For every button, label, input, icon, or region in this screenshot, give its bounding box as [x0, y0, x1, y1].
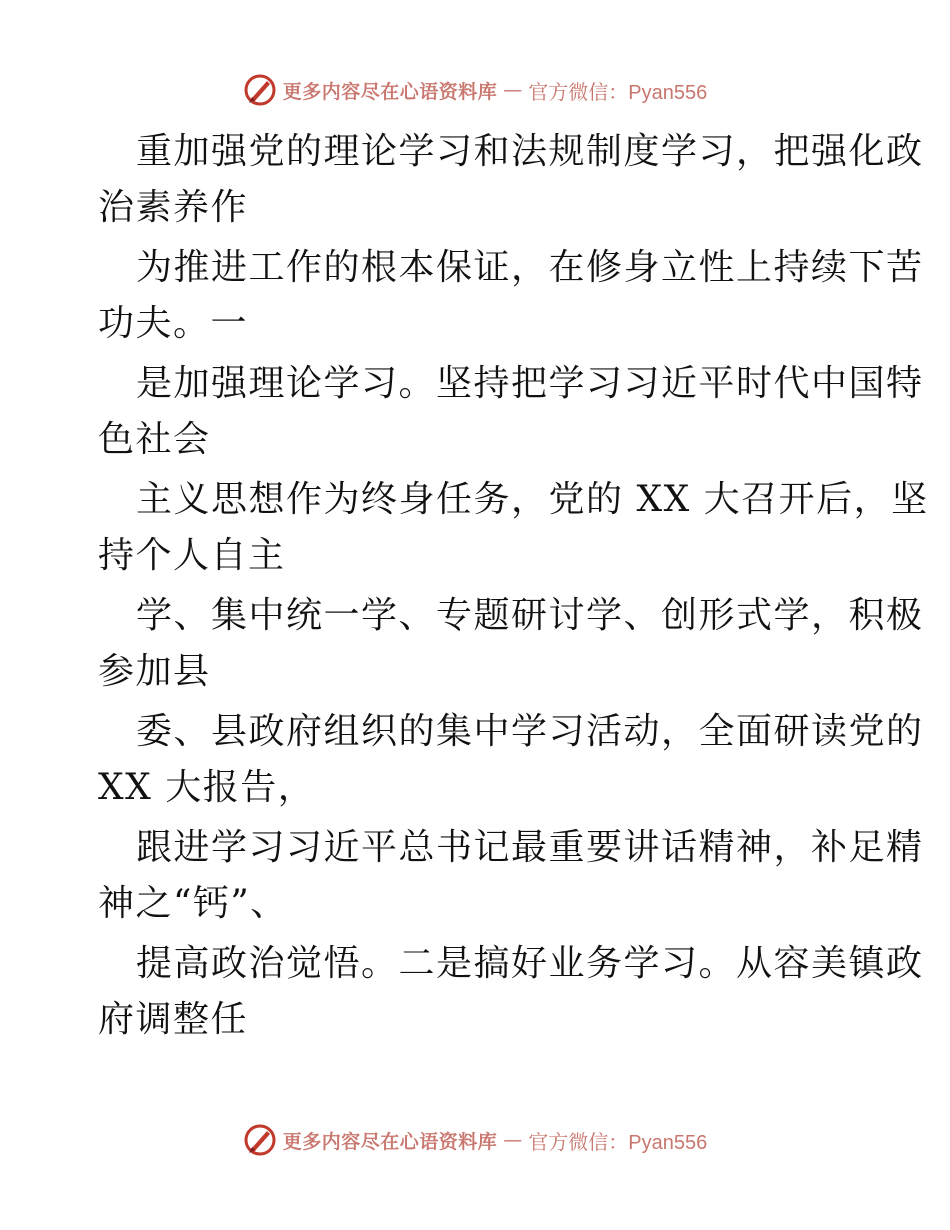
body-line: 跟进学习习近平总书记最重要讲话精神，补足精 — [136, 827, 924, 868]
body-line: 参加县 — [98, 651, 211, 692]
body-line: XX 大报告， — [98, 767, 316, 808]
body-line: 治素养作 — [98, 187, 249, 228]
body-line: 提高政治觉悟。二是搞好业务学习。从容美镇政 — [136, 943, 924, 984]
watermark-contact: 官方微信：Pyan556 — [528, 81, 708, 104]
watermark-text: 更多内容尽在心语资料库 — [282, 1130, 498, 1153]
watermark-dash: — — [503, 1129, 523, 1151]
body-line: 重加强党的理论学习和法规制度学习，把强化政 — [136, 131, 924, 172]
body-line: 为推进工作的根本保证，在修身立性上持续下苦 — [136, 247, 924, 288]
header-watermark — [0, 70, 950, 110]
watermark-text: 更多内容尽在心语资料库 — [282, 80, 498, 103]
body-line: 府调整任 — [98, 999, 249, 1040]
body-line: 神之“钙”、 — [98, 883, 288, 924]
body-line: 学、集中统一学、专题研讨学、创形式学，积极 — [136, 595, 924, 636]
body-line: 是加强理论学习。坚持把学习习近平时代中国特 — [136, 363, 924, 404]
watermark-contact: 官方微信：Pyan556 — [528, 1131, 708, 1154]
watermark-dash: — — [503, 79, 523, 101]
body-line: 色社会 — [98, 419, 211, 460]
body-line: 持个人自主 — [98, 535, 286, 576]
pen-logo-icon — [243, 1123, 277, 1157]
pen-logo-icon — [243, 73, 277, 107]
body-line: 委、县政府组织的集中学习活动，全面研读党的 — [136, 711, 924, 752]
body-line: 功夫。一 — [98, 303, 249, 344]
footer-watermark — [0, 1120, 950, 1160]
body-line: 主义思想作为终身任务，党的 XX 大召开后，坚 — [136, 479, 929, 520]
